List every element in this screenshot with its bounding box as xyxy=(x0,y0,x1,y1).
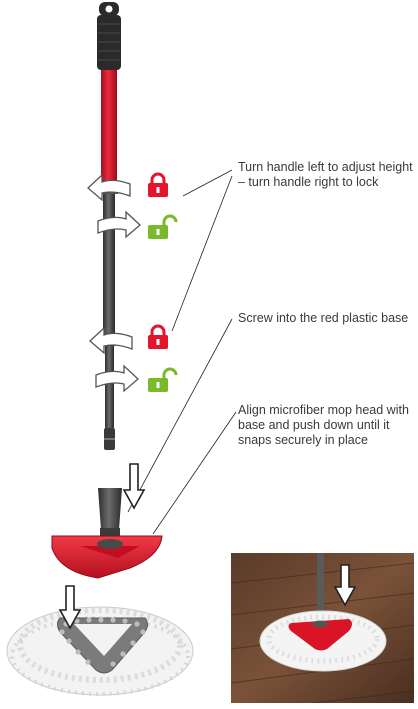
padlock-closed-icon xyxy=(148,174,168,197)
mop-adapter xyxy=(98,488,122,536)
padlock-closed-icon xyxy=(148,326,168,349)
handle-grip xyxy=(97,15,121,70)
leader-lines xyxy=(128,170,236,534)
red-plastic-base xyxy=(52,536,162,578)
gray-lower-shaft xyxy=(105,346,114,428)
callout-screw-base: Screw into the red plastic base xyxy=(238,311,409,325)
callout-adjust-height: Turn handle left to adjust height – turn handle right to lock xyxy=(238,160,413,189)
floor-photo xyxy=(231,553,414,703)
red-handle-shaft xyxy=(101,70,117,190)
gray-middle-shaft xyxy=(103,194,115,344)
microfiber-mop-head xyxy=(7,607,193,695)
push-down-arrow-icon xyxy=(124,464,144,508)
callout-attach-mop-head: Align microfiber mop head with base and push down until it snaps securely in place xyxy=(238,403,409,447)
photo-inset xyxy=(231,553,414,703)
hanging-cap xyxy=(99,2,119,16)
padlock-open-icon xyxy=(148,369,176,392)
twist-right-arrow-icon xyxy=(96,366,138,391)
padlock-open-icon xyxy=(148,216,176,239)
